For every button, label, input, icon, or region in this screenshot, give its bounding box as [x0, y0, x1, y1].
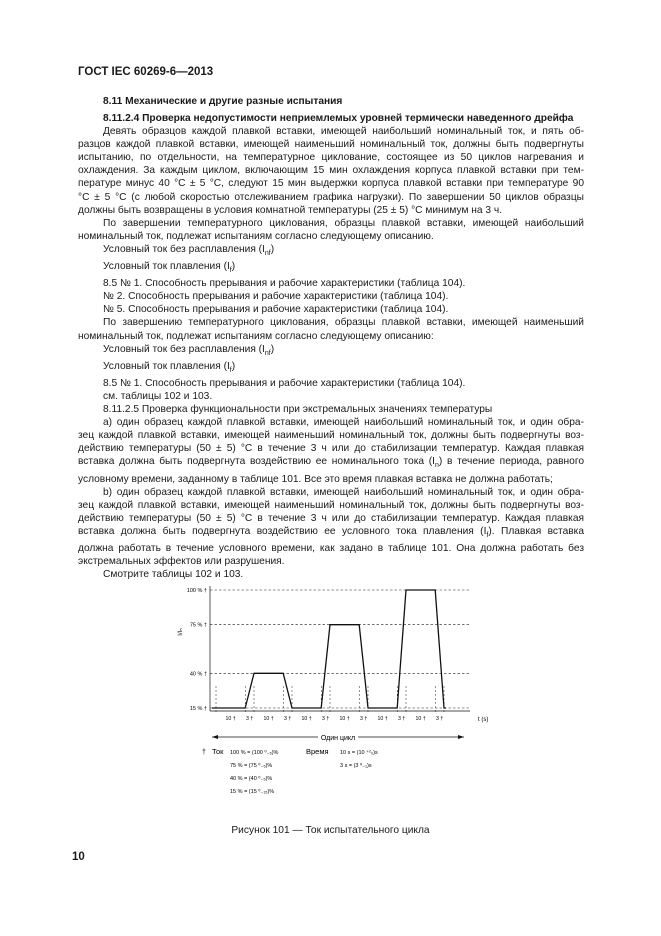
section-title: 8.11 Механические и другие разные испытания: [103, 96, 343, 107]
paragraph-line: Условный ток плавления $(I_f)$: [103, 261, 236, 275]
paragraph-line: 8.11.2.5 Проверка функциональности при экстремальных значениях температуры: [103, 404, 493, 416]
time-tolerance: 10 s = (10 ⁺²₀)s: [340, 750, 378, 756]
current-tolerance: 75 % = (75 ⁰₋₅)%: [230, 763, 273, 769]
paragraph-line: 8.5 № 1. Способность прерывания и рабочие характеристики (таблица 104).: [103, 377, 466, 389]
paragraph-line: Условный ток без расплавления $(I_{nf})$: [103, 243, 275, 257]
paragraph-line: должна работать в течение условного времени, как задано в таблице 101. Она должна работать без: [78, 543, 584, 555]
paragraph-line: должны быть возвращены в условия комнатной температуры (25 ± 5) °C минимум на 3 ч.: [78, 204, 503, 216]
paragraph-line: охлаждения. За каждым циклом, включающим 15 мин охлаждения корпуса плавкой вставки при тем-: [78, 165, 584, 177]
y-tick-label: 100 % †: [186, 588, 207, 594]
paragraph-line: а) один образец каждой плавкой вставки, имеющей наибольший номинальный ток, и один обра-: [103, 417, 584, 429]
page-number: 10: [72, 851, 85, 863]
paragraph-line: № 5. Способность прерывания и рабочие характеристики (таблица 104).: [103, 304, 449, 316]
x-axis-label: t (s): [478, 717, 489, 723]
y-axis-label: I/Iₙ: [178, 628, 184, 636]
x-tick-label: 3 †: [398, 716, 406, 722]
paragraph-line: Условный ток плавления $(I_f)$: [103, 360, 236, 374]
paragraph-line: испытанию, по отдельности, на температурное циклование, состоящее из 50 циклов нагревания и: [78, 152, 584, 164]
current-curve: [212, 590, 446, 708]
paragraph-line: зец каждой плавкой вставки, имеющей наименьший номинальный ток, должны быть подвергнуты воз-: [78, 430, 584, 442]
paragraph-line: По завершении температурного циклования, образцы плавкой вставки, имеющей наибольший: [103, 217, 584, 229]
current-tolerance: 15 % = (15 ⁰₋₁₅)%: [230, 789, 275, 795]
paragraph-line: действию температуры (50 ± 5) °C в течение 3 ч или до стабилизации температур. Каждая плавкая: [78, 512, 584, 524]
paragraph-line: разцов каждой плавкой вставки, имеющей наименьший номинальный ток, должны быть подвергнуты: [78, 139, 584, 151]
test-cycle-figure: [170, 580, 510, 820]
paragraph-line: номинальный ток, подлежат испытаниям согласно следующему описанию:: [78, 330, 434, 342]
paragraph-line: вставка должна быть подвергнута воздействию ее номинального тока $(I_n)$ в течение периода, равного: [78, 456, 584, 470]
paragraph-line: Условный ток без расплавления $(I_{nf})$: [103, 343, 275, 357]
x-tick-label: 10 †: [301, 716, 312, 722]
x-tick-label: 3 †: [322, 716, 330, 722]
paragraph-line: °C ± 5 °C (с любой скоростью отслеживанием графика нагрузки). По завершении 50 циклов образцы: [78, 191, 584, 203]
x-tick-label: 10 †: [377, 716, 388, 722]
legend-current-label: Ток: [212, 747, 224, 756]
paragraph-line: зец каждой плавкой вставки, имеющей наименьший номинальный ток, должны быть подвергнуты воз-: [78, 499, 584, 511]
figure-caption: Рисунок 101 — Ток испытательного цикла: [231, 825, 430, 836]
paragraph-line: экстремальных эффектов или разрушения.: [78, 556, 285, 568]
cycle-label: Один цикл: [320, 735, 356, 742]
y-tick-label: 15 % †: [189, 706, 207, 712]
paragraph-line: № 2. Способность прерывания и рабочие характеристики (таблица 104).: [103, 291, 449, 303]
paragraph-line: действию температуры (50 ± 5) °C в течение 3 ч или до стабилизации температур. Каждая плавкая: [78, 443, 584, 455]
time-tolerance: 3 s = (3 ⁰₋₁)s: [340, 763, 372, 769]
x-tick-label: 3 †: [436, 716, 444, 722]
paragraph-line: 8.5 № 1. Способность прерывания и рабочие характеристики (таблица 104).: [103, 278, 466, 290]
paragraph-line: 8.11.2.4 Проверка недопустимости неприемлемых уровней термически наведенного дрейфа: [103, 113, 574, 124]
paragraph-line: Девять образцов каждой плавкой вставки, имеющей наибольший номинальный ток, и пять об-: [103, 126, 584, 138]
x-tick-label: 3 †: [284, 716, 292, 722]
current-tolerance: 100 % = (100 ⁰₋₅)%: [230, 750, 279, 756]
body-text: [78, 112, 584, 581]
x-tick-label: 10 †: [415, 716, 426, 722]
paragraph-line: пературе минус 40 °C ± 5 °C, следуют 15 мин выдержки корпуса плавкой вставки при температуре 90: [78, 178, 584, 190]
paragraph-line: см. таблицы 102 и 103.: [103, 391, 213, 402]
current-tolerance: 40 % = (40 ⁰₋₅)%: [230, 776, 273, 782]
document-header: ГОСТ IEC 60269-6—2013: [78, 66, 214, 78]
paragraph-line: условному времени, заданному в таблице 101. Все это время плавкая вставка не должна работать;: [78, 473, 553, 485]
y-tick-label: 75 % †: [189, 622, 207, 629]
x-tick-label: 3 †: [360, 716, 368, 722]
paragraph-line: вставка должна быть подвергнута воздействию ее условного тока плавления $(I_f)$. Плавкая вставка: [78, 525, 584, 539]
y-tick-label: 40 % †: [189, 671, 207, 678]
x-tick-label: 10 †: [263, 716, 274, 722]
x-tick-label: 3 †: [246, 716, 254, 722]
paragraph-line: По завершению температурного циклования, образцы плавкой вставки, имеющей наименьший: [103, 317, 584, 329]
legend-marker: †: [202, 749, 206, 756]
paragraph-line: Смотрите таблицы 102 и 103.: [103, 569, 244, 581]
x-tick-label: 10 †: [339, 716, 350, 722]
paragraph-line: номинальный ток, подлежат испытаниям согласно следующему описанию.: [78, 230, 434, 242]
legend-time-label: Время: [306, 747, 329, 756]
paragraph-line: b) один образец каждой плавкой вставки, имеющей наибольший номинальный ток, и один обра-: [103, 486, 584, 498]
x-tick-label: 10 †: [225, 716, 236, 722]
